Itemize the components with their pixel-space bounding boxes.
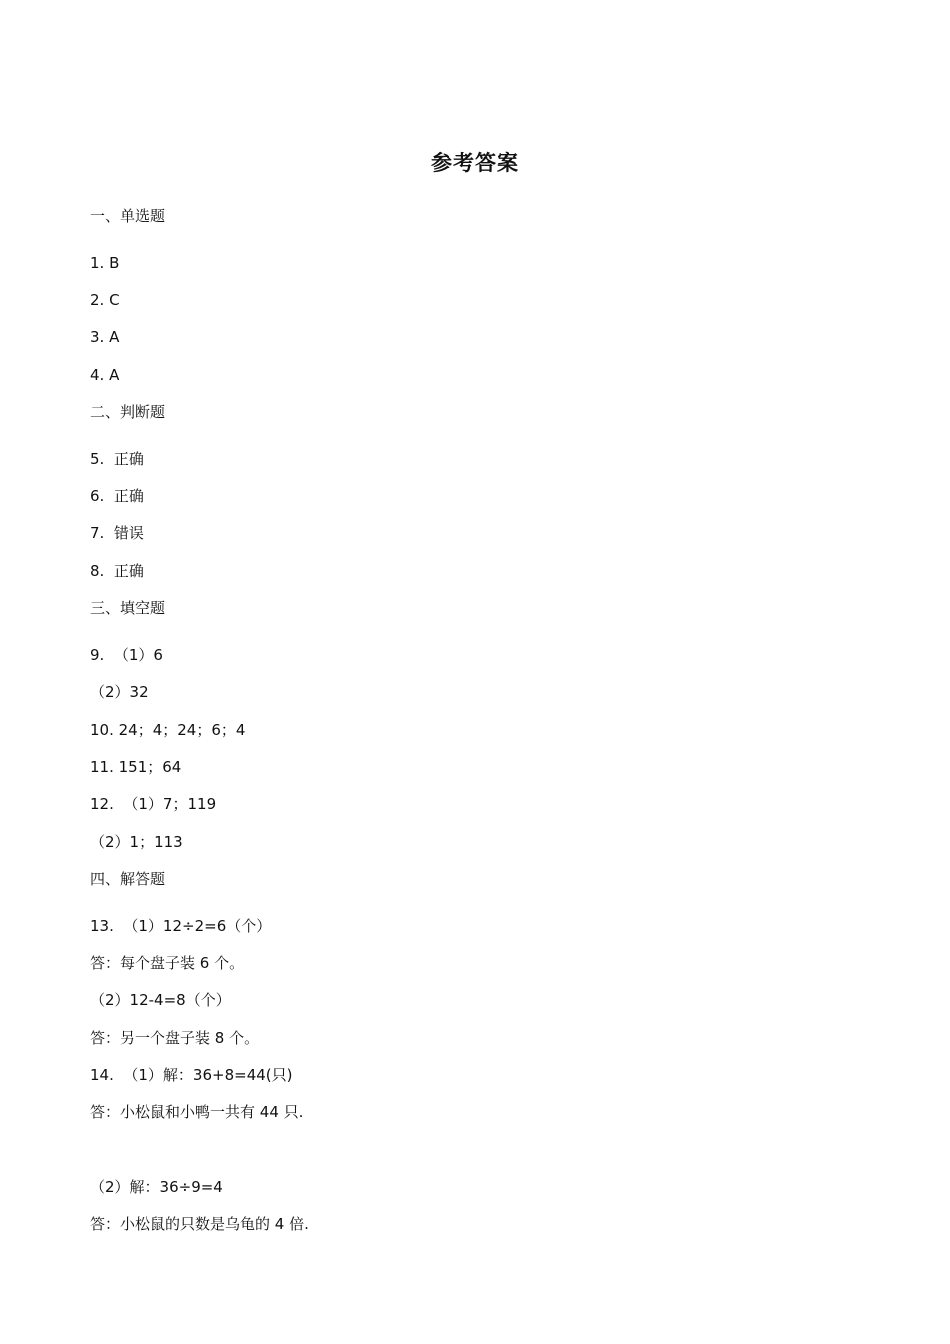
answer-line: 2. C [90,291,120,309]
section-heading-true-false: 二、判断题 [90,403,166,421]
answer-line: 10. 24；4；24；6；4 [90,721,246,739]
answer-line: 答：小松鼠的只数是乌龟的 4 倍. [90,1215,309,1233]
answer-line: 3. A [90,328,120,346]
section-heading-fill-blank: 三、填空题 [90,599,166,617]
answer-line: 5. 正确 [90,450,144,468]
answer-line: （2）解：36÷9=4 [90,1178,223,1196]
answer-line: 11. 151；64 [90,758,182,776]
answer-line: 4. A [90,366,120,384]
answer-line: 答：每个盘子装 6 个。 [90,954,245,972]
answer-line: 12. （1）7；119 [90,795,217,813]
section-heading-word-problems: 四、解答题 [90,870,166,888]
answer-line: 答：另一个盘子装 8 个。 [90,1029,260,1047]
answer-line: 14. （1）解：36+8=44(只) [90,1066,293,1084]
answer-line: 13. （1）12÷2=6（个） [90,917,272,935]
answer-line: （2）12-4=8（个） [90,991,231,1009]
answer-line: （2）1；113 [90,833,183,851]
answer-line: 8. 正确 [90,562,144,580]
section-heading-single-choice: 一、单选题 [90,207,166,225]
answer-line: 答：小松鼠和小鸭一共有 44 只. [90,1103,304,1121]
answer-line: 6. 正确 [90,487,144,505]
answer-line: 7. 错误 [90,524,144,542]
page-title: 参考答案 [431,151,519,175]
answer-line: （2）32 [90,683,149,701]
answer-line: 9. （1）6 [90,646,163,664]
answer-line: 1. B [90,254,120,272]
